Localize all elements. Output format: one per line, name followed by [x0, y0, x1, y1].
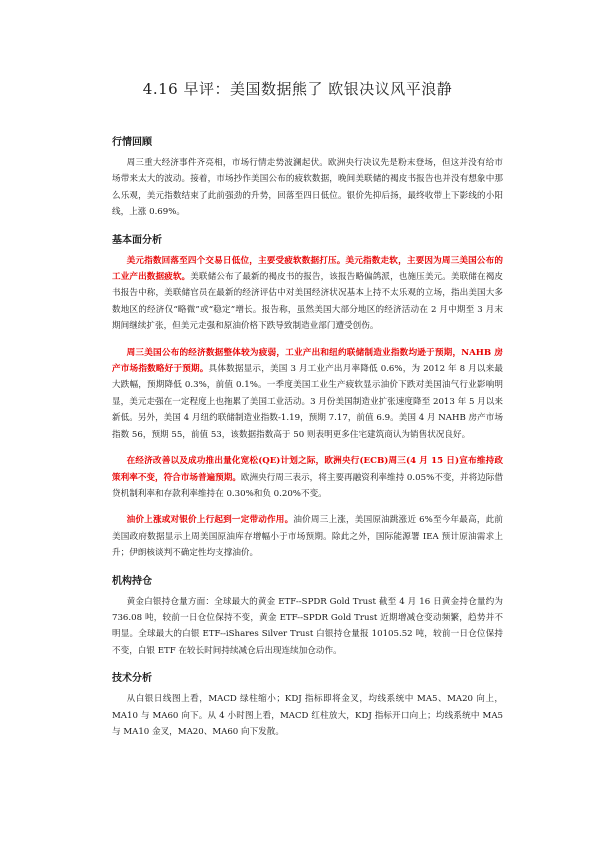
section-heading-market-review: 行情回顾	[112, 137, 152, 148]
fundamentals-paragraph-4	[112, 512, 503, 561]
body-text: 油价周三上涨，美国原油跳涨近 6%至今年最高，此前美国政府数据显示上周美国原油库存增幅小于市场预期。除此之外，国际能源署 IEA 预计原油需求上升；伊朗核谈判不确定性均支撑油价。	[112, 515, 503, 559]
highlight-text: 美元指数回落至四个交易日低位，主要受疲软数据打压。美元指数走软，主要因为周三美国公布的工业产出数据疲软。	[112, 255, 503, 283]
body-text: 美联储公布了最新的褐皮书的报告，该报告略偏鸽派，也施压美元。美联储在褐皮书报告中称，美联储官员在最新的经济评估中对美国经济状况基本上持不太乐观的立场，指出美国大多数地区的经济仅“略微”或“稳定”增长。报告称，虽然美国大部分地区的经济活动在 2 月中期至 3 月末期间继续扩张，但美元走强和原油价格下跌导致制造业部门遭受创伤。	[112, 272, 503, 332]
highlight-text: 在经济改善以及成功推出量化宽松(QE)计划之际，欧洲央行(ECB)周三(4 月 15 日)宣布维持政策利率不变，符合市场普遍预期。	[112, 456, 503, 483]
fundamentals-paragraph-3	[112, 453, 503, 502]
market-review-paragraph: 周三重大经济事件齐亮相，市场行情走势波澜起伏。欧洲央行决议先是粉末登场，但这并没有给市场带来太大的波动。接着，市场抄作美国公布的疲软数据，晚间美联储的褐皮书报告也并没有想象中那么乐观，美元指数结束了此前强劲的升势，回落至四日低位。银价先抑后扬，最终收带上下影线的小阳线，上涨 0.69%。	[112, 158, 503, 218]
section-heading-technical: 技术分析	[112, 673, 152, 685]
article-body	[112, 136, 503, 740]
highlight-text: 油价上涨或对银价上行起到一定带动作用。	[126, 515, 294, 526]
section-heading-holdings: 机构持仓	[112, 575, 152, 587]
holdings-paragraph: 黄金白银持仓量方面：全球最大的黄金 ETF--SPDR Gold Trust 截至 4 月 16 日黄金持仓量约为 736.08 吨，较前一日仓位保持不变，黄金 ETF--SPDR Gold Trust 近期增减仓变动频繁，趋势并不明显。全球最大的白银 ETF--iShares Silver Trust 白银持仓量报 10105.52 吨，较前一日仓位保持不变，白银 ETF 在较长时间持续减仓后出现连续加仓动作。	[112, 596, 503, 656]
body-text: 欧洲央行周三表示，将主要再融资利率维持 0.05%不变，并将边际借贷机制利率和存款利率维持在 0.30%和负 0.20%不变。	[112, 472, 503, 499]
technical-paragraph: 从白银日线图上看，MACD 绿柱缩小；KDJ 指标即将金叉，均线系统中 MA5、MA20 向上，MA10 与 MA60 向下。从 4 小时图上看，MACD 红柱放大，KDJ 指标开口向上；均线系统中 MA5 与 MA10 金叉，MA20、MA60 向下发散。	[112, 694, 503, 737]
fundamentals-paragraph-1	[112, 253, 503, 335]
section-heading-fundamentals: 基本面分析	[112, 234, 162, 246]
page-title: 4.16 早评：美国数据熊了 欧银决议风平浪静	[142, 80, 453, 98]
body-text: 具体数据显示，美国 3 月工业产出月率降低 0.6%，为 2012 年 8 月以来最大跌幅，预期降低 0.3%，前值 0.1%。一季度美国工业生产疲软显示油价下跌对美国油气行业影响明显，美元走强在一定程度上也拖累了美国工业活动。3 月份美国制造业扩张速度降至 2013 年 5 月以来新低。另外，美国 4 月纽约联储制造业指数-1.19，预期 7.17，前值 6.9。美国 4 月 NAHB 房产市场指数 56，预期 55，前值 53，该数据指数高于 50 则表明更多住宅建筑商认为销售状况良好。	[112, 364, 503, 440]
highlight-text: 周三美国公布的经济数据整体较为疲弱，工业产出和纽约联储制造业指数均逊于预期，NAHB 房产市场指数略好于预期。	[112, 347, 503, 375]
fundamentals-paragraph-2	[112, 345, 503, 443]
